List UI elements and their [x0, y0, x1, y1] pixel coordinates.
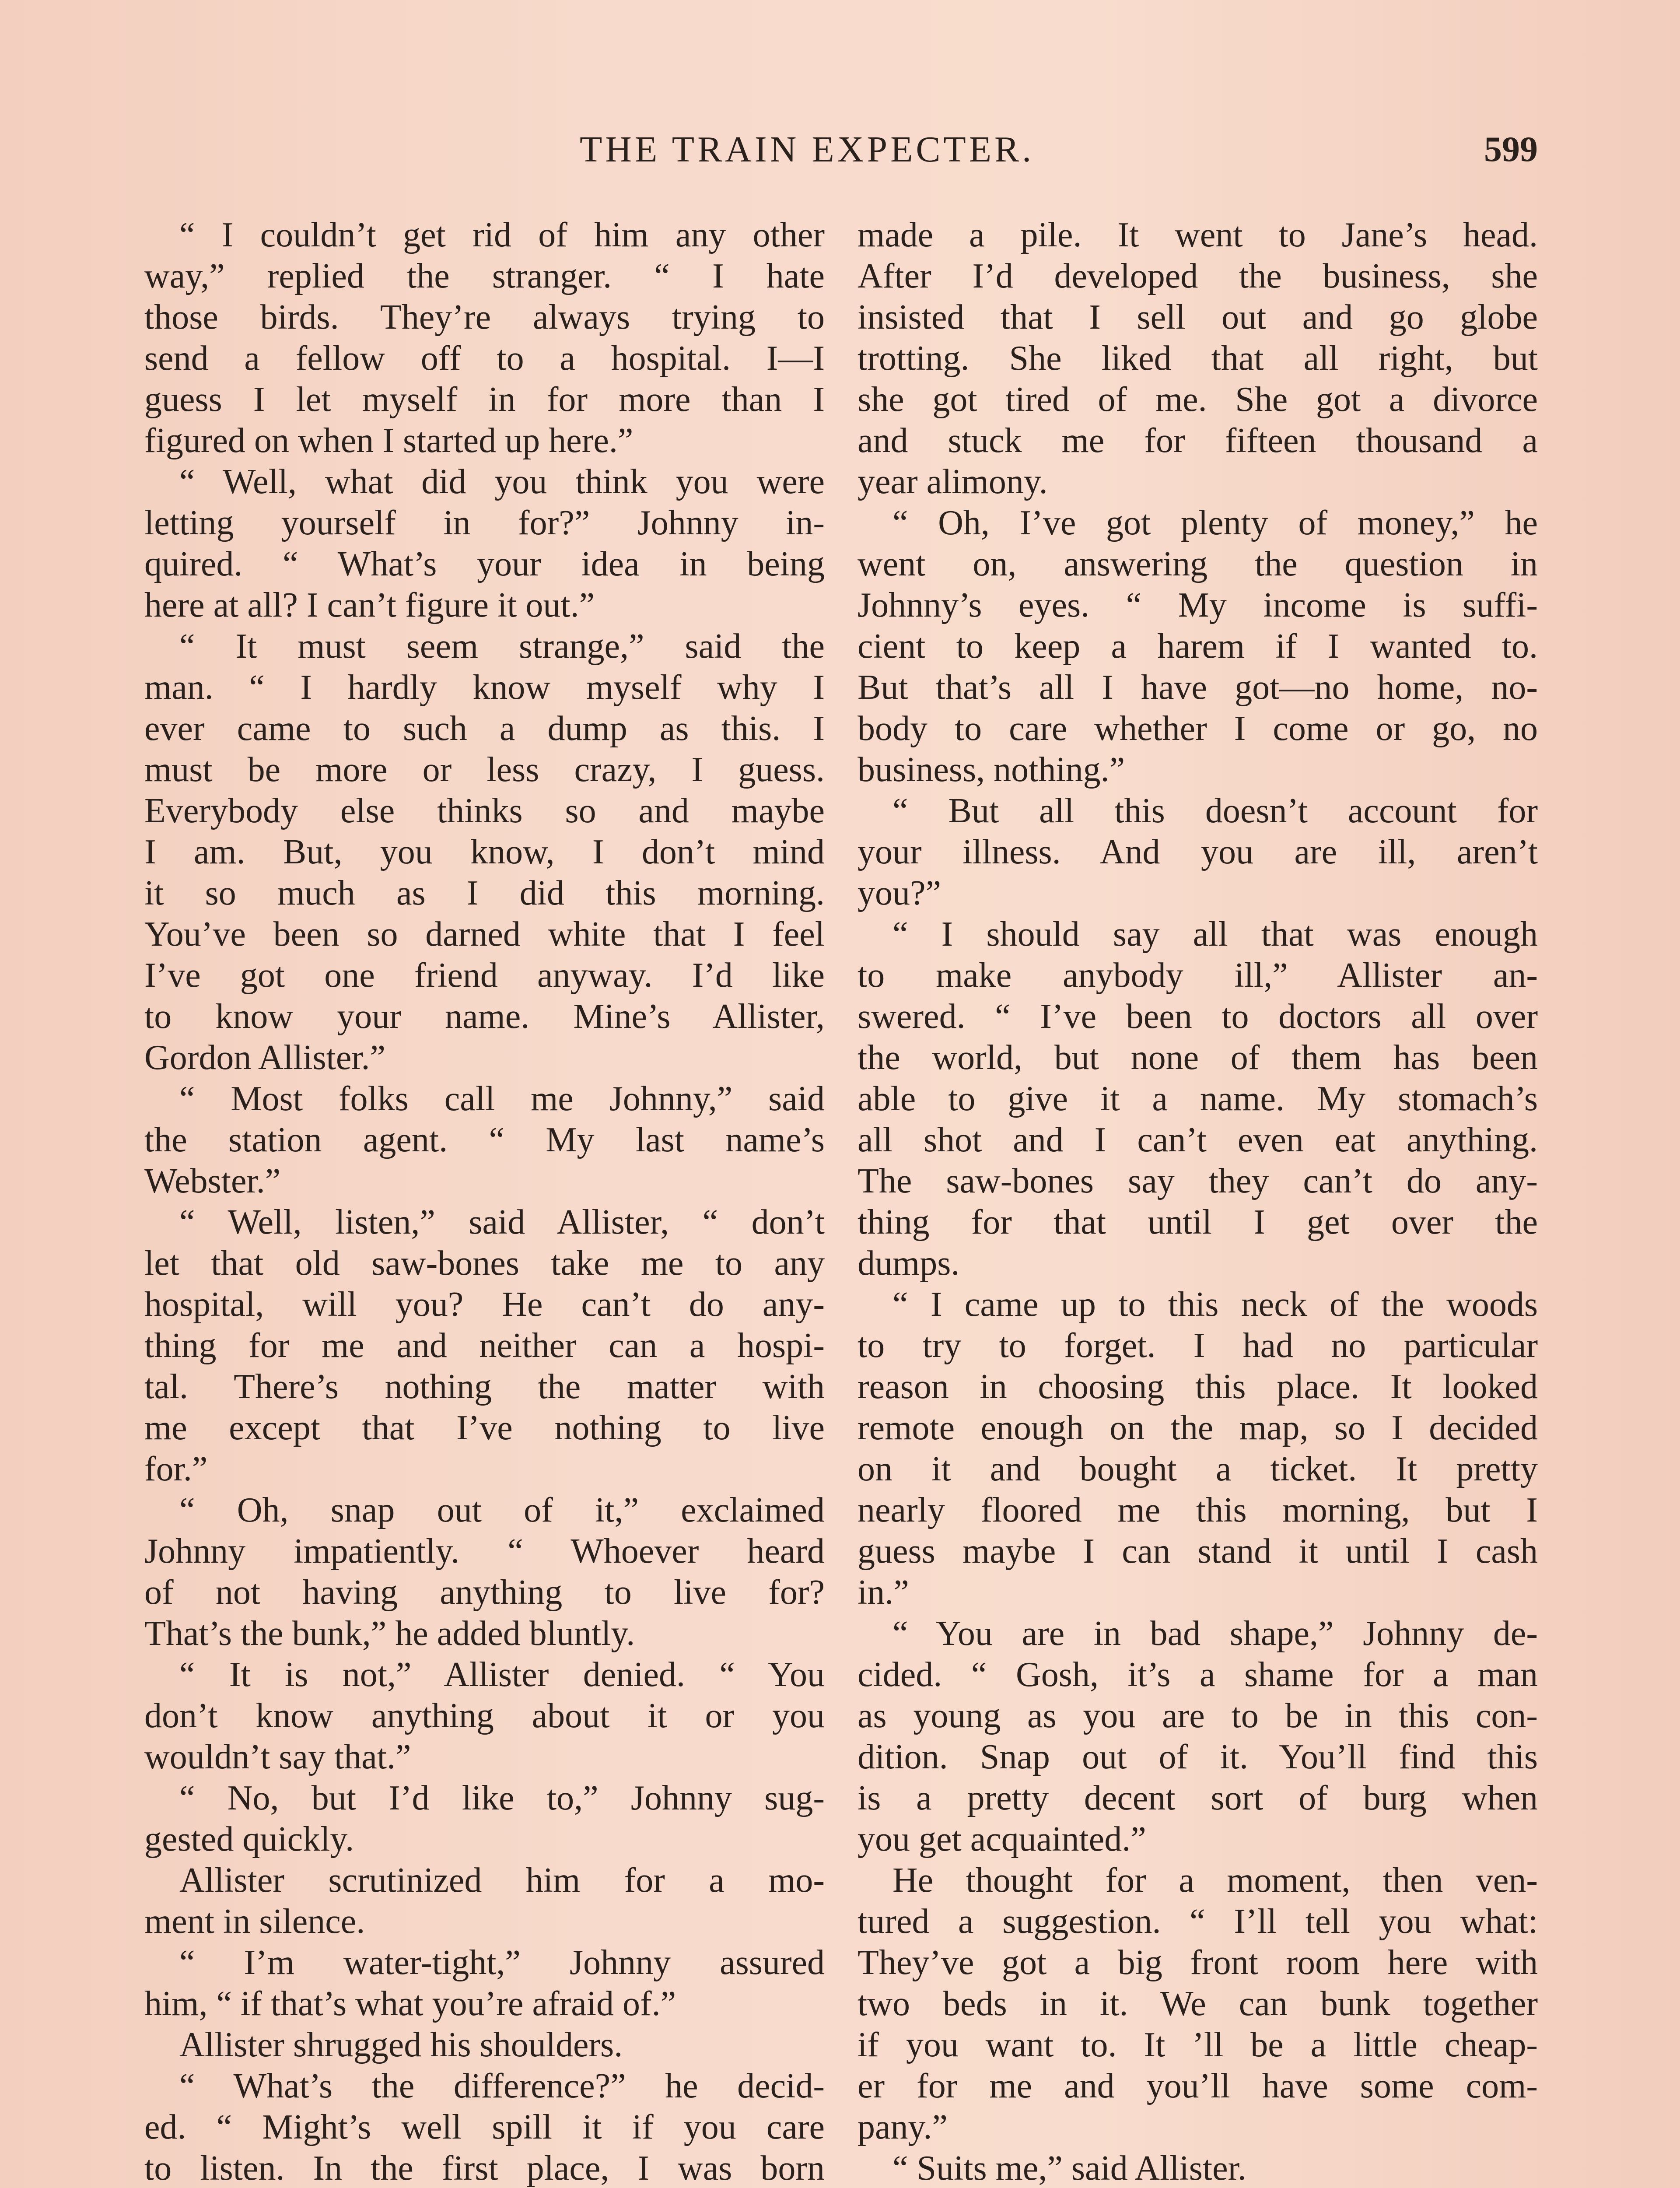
text-line: is a pretty decent sort of burg when [858, 1779, 1538, 1817]
text-line: dition. Snap out of it. You’ll find this [858, 1738, 1538, 1776]
text-line: Johnny impatiently. “ Whoever heard [144, 1532, 825, 1571]
text-line: the world, but none of them has been [858, 1038, 1538, 1077]
left-text-column [144, 214, 825, 2188]
text-line: nearly floored me this morning, but I [858, 1491, 1538, 1529]
text-line: “ Oh, snap out of it,” exclaimed [179, 1491, 825, 1529]
text-line: guess maybe I can stand it until I cash [858, 1532, 1538, 1571]
text-line: if you want to. It ’ll be a little cheap- [858, 2026, 1538, 2064]
text-line: in.” [858, 1573, 909, 1612]
text-line: able to give it a name. My stomach’s [858, 1080, 1538, 1118]
text-line: ed. “ Might’s well spill it if you care [144, 2108, 825, 2146]
text-line: Webster.” [144, 1162, 281, 1200]
text-line: you?” [858, 874, 942, 912]
text-line: The saw-bones say they can’t do any- [858, 1162, 1538, 1200]
text-line: she got tired of me. She got a divorce [858, 380, 1538, 419]
text-line: I’ve got one friend anyway. I’d like [144, 956, 825, 995]
text-line: “ It is not,” Allister denied. “ You [179, 1655, 825, 1694]
text-line: on it and bought a ticket. It pretty [858, 1450, 1538, 1488]
text-line: Johnny’s eyes. “ My income is suffi- [858, 586, 1538, 624]
text-line: here at all? I can’t figure it out.” [144, 586, 595, 624]
text-line: “ No, but I’d like to,” Johnny sug- [179, 1779, 825, 1817]
text-line: Gordon Allister.” [144, 1038, 386, 1077]
text-line: as young as you are to be in this con- [858, 1697, 1538, 1735]
text-line: all shot and I can’t even eat anything. [858, 1121, 1538, 1159]
page-number: 599 [1484, 129, 1538, 169]
text-line: send a fellow off to a hospital. I—I [144, 339, 825, 378]
text-line: to make anybody ill,” Allister an- [858, 956, 1538, 995]
text-line: reason in choosing this place. It looked [858, 1368, 1538, 1406]
text-line: tured a suggestion. “ I’ll tell you what: [858, 1902, 1538, 1941]
text-line: made a pile. It went to Jane’s head. [858, 216, 1538, 254]
text-line: But that’s all I have got—no home, no- [858, 668, 1538, 707]
text-line: tal. There’s nothing the matter with [144, 1368, 825, 1406]
text-line: “ Well, listen,” said Allister, “ don’t [179, 1203, 825, 1241]
text-line: your illness. And you are ill, aren’t [858, 833, 1538, 871]
text-line: for.” [144, 1450, 208, 1488]
text-line: wouldn’t say that.” [144, 1738, 411, 1776]
text-line: “ I’m water-tight,” Johnny assured [179, 1943, 825, 1982]
text-line: year alimony. [858, 463, 1048, 501]
text-line: thing for me and neither can a hospi- [144, 1326, 825, 1365]
text-line: hospital, will you? He can’t do any- [144, 1285, 825, 1324]
text-line: “ I couldn’t get rid of him any other [179, 216, 825, 254]
right-text-column [858, 214, 1538, 2188]
running-head: THE TRAIN EXPECTER. [580, 129, 1035, 170]
text-line: way,” replied the stranger. “ I hate [144, 257, 825, 295]
text-line: to know your name. Mine’s Allister, [144, 997, 825, 1036]
text-line: went on, answering the question in [858, 545, 1538, 583]
text-line: man. “ I hardly know myself why I [144, 668, 825, 707]
text-line: of not having anything to live for? [144, 1573, 825, 1612]
text-line: pany.” [858, 2108, 948, 2146]
text-line: That’s the bunk,” he added bluntly. [144, 1614, 635, 1653]
text-line: dumps. [858, 1244, 960, 1283]
text-line: him, “ if that’s what you’re afraid of.” [144, 1985, 676, 2023]
text-line: “ I should say all that was enough [892, 915, 1538, 954]
text-line: to listen. In the first place, I was born [144, 2149, 825, 2188]
text-line: cided. “ Gosh, it’s a shame for a man [858, 1655, 1538, 1694]
text-line: er for me and you’ll have some com- [858, 2067, 1538, 2105]
text-line: Everybody else thinks so and maybe [144, 792, 825, 830]
text-line: “ Most folks call me Johnny,” said [179, 1080, 825, 1118]
text-line: business, nothing.” [858, 750, 1125, 789]
text-line: “ Well, what did you think you were [179, 463, 825, 501]
text-line: You’ve been so darned white that I feel [144, 915, 825, 954]
text-line: two beds in it. We can bunk together [858, 1985, 1538, 2023]
text-line: figured on when I started up here.” [144, 421, 634, 460]
text-line: cient to keep a harem if I wanted to. [858, 627, 1538, 666]
text-line: Allister shrugged his shoulders. [179, 2026, 623, 2064]
text-line: “ You are in bad shape,” Johnny de- [892, 1614, 1538, 1653]
text-line: “ I came up to this neck of the woods [892, 1285, 1538, 1324]
text-line: those birds. They’re always trying to [144, 298, 825, 337]
text-line: let that old saw-bones take me to any [144, 1244, 825, 1283]
text-line: you get acquainted.” [858, 1820, 1146, 1858]
text-line: After I’d developed the business, she [858, 257, 1538, 295]
text-line: body to care whether I come or go, no [858, 709, 1538, 748]
text-line: “ Oh, I’ve got plenty of money,” he [892, 504, 1538, 542]
text-line: thing for that until I get over the [858, 1203, 1538, 1241]
text-line: trotting. She liked that all right, but [858, 339, 1538, 378]
text-line: quired. “ What’s your idea in being [144, 545, 825, 583]
text-line: and stuck me for fifteen thousand a [858, 421, 1538, 460]
text-line: “ It must seem strange,” said the [179, 627, 825, 666]
text-line: it so much as I did this morning. [144, 874, 825, 912]
text-line: to try to forget. I had no particular [858, 1326, 1538, 1365]
text-line: “ Suits me,” said Allister. [892, 2149, 1246, 2188]
text-line: They’ve got a big front room here with [858, 1943, 1538, 1982]
text-line: “ But all this doesn’t account for [892, 792, 1538, 830]
text-line: guess I let myself in for more than I [144, 380, 825, 419]
text-line: He thought for a moment, then ven- [892, 1861, 1538, 1900]
text-line: ment in silence. [144, 1902, 365, 1941]
text-line: Allister scrutinized him for a mo- [179, 1861, 825, 1900]
text-line: letting yourself in for?” Johnny in- [144, 504, 825, 542]
text-line: me except that I’ve nothing to live [144, 1409, 825, 1447]
text-line: gested quickly. [144, 1820, 354, 1858]
text-line: ever came to such a dump as this. I [144, 709, 825, 748]
text-line: don’t know anything about it or you [144, 1697, 825, 1735]
text-line: insisted that I sell out and go globe [858, 298, 1538, 337]
text-line: “ What’s the difference?” he decid- [179, 2067, 825, 2105]
text-line: the station agent. “ My last name’s [144, 1121, 825, 1159]
text-line: I am. But, you know, I don’t mind [144, 833, 825, 871]
text-line: must be more or less crazy, I guess. [144, 750, 825, 789]
text-line: swered. “ I’ve been to doctors all over [858, 997, 1538, 1036]
text-line: remote enough on the map, so I decided [858, 1409, 1538, 1447]
